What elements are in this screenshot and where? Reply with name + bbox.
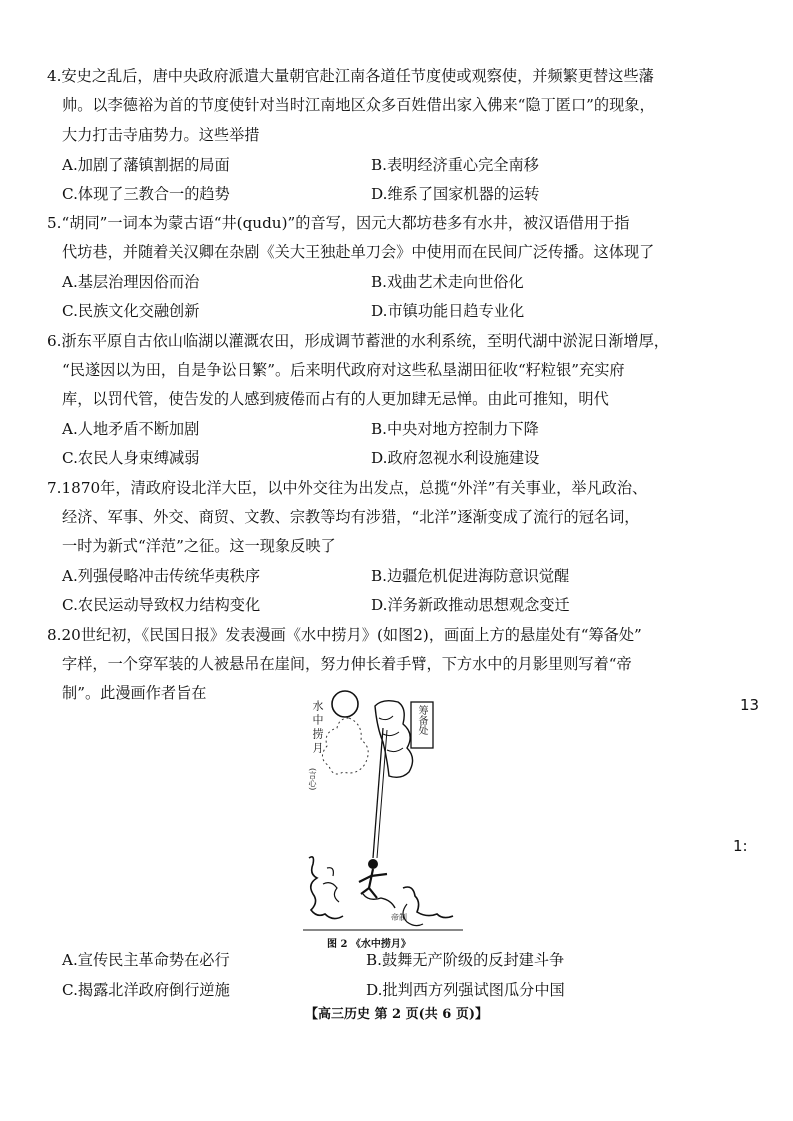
option-c[interactable]: C.农民运动导致权力结构变化 [62, 596, 261, 614]
option-c[interactable]: C.揭露北洋政府倒行逆施 [62, 981, 230, 999]
option-b[interactable]: B.鼓舞无产阶级的反封建斗争 [366, 951, 565, 969]
question-text-line: 7.1870年，清政府设北洋大臣，以中外交往为出发点，总揽“外洋”有关事业，举凡政治、 [47, 479, 648, 497]
cartoon-illustration [303, 688, 463, 932]
option-b[interactable]: B.边疆危机促进海防意识觉醒 [371, 567, 570, 585]
option-a[interactable]: A.列强侵略冲击传统华夷秩序 [62, 567, 261, 585]
option-d[interactable]: D.维系了国家机器的运转 [371, 185, 540, 203]
cartoon-sign-text: 筹备处 [416, 705, 427, 735]
question-text-line: 库，以罚代管，使告发的人感到疲倦而占有的人更加肆无忌惮。由此可推知，明代 [62, 390, 609, 408]
option-d[interactable]: D.洋务新政推动思想观念变迁 [371, 596, 570, 614]
cartoon-signature: (言心) [308, 768, 317, 791]
question-text-line: “民遂因以为田，自是争讼日繁”。后来明代政府对这些私垦湖田征收“籽粒银”充实府 [62, 361, 625, 379]
question-text-line: 经济、军事、外交、商贸、文教、宗教等均有涉猎，“北洋”逐渐变成了流行的冠名词， [62, 508, 640, 526]
option-d[interactable]: D.政府忽视水利设施建设 [371, 449, 540, 467]
figure-caption: 图 2 《水中捞月》 [327, 939, 411, 950]
question-text-line: 代坊巷，并随着关汉卿在杂剧《关大王独赴单刀会》中使用而在民间广泛传播。这体现了 [62, 243, 655, 261]
question-text-line: 帅。以李德裕为首的节度使针对当时江南地区众多百姓借出家入佛来“隐丁匿口”的现象， [62, 96, 655, 114]
figure-head [368, 859, 378, 869]
side-number: 13 [740, 696, 760, 714]
question-text-line: 大力打击寺庙势力。这些举措 [62, 126, 260, 144]
question-text-line: 4.安史之乱后，唐中央政府派遣大量朝官赴江南各道任节度使或观察使，并频繁更替这些藩 [47, 67, 654, 85]
side-number: 1: [733, 837, 748, 855]
option-b[interactable]: B.中央对地方控制力下降 [371, 420, 539, 438]
question-text-line: 5.“胡同”一词本为蒙古语“井(qudu)”的音写，因元大都坊巷多有水井，被汉语借用于指 [47, 214, 630, 232]
option-d[interactable]: D.批判西方列强试图瓜分中国 [366, 981, 565, 999]
page-footer: 【高三历史 第 2 页(共 6 页)】 [304, 1007, 489, 1022]
option-b[interactable]: B.表明经济重心完全南移 [371, 156, 539, 174]
question-text-line: 制”。此漫画作者旨在 [62, 684, 207, 702]
water-waves [309, 857, 343, 919]
option-a[interactable]: A.加剧了藩镇割据的局面 [62, 156, 230, 174]
option-c[interactable]: C.农民人身束缚减弱 [62, 449, 200, 467]
question-text-line: 字样，一个穿军装的人被悬吊在崖间，努力伸长着手臂，下方水中的月影里则写着“帝 [62, 655, 632, 673]
option-d[interactable]: D.市镇功能日趋专业化 [371, 302, 525, 320]
cartoon-vertical-title: 水中捞月 [311, 700, 324, 756]
option-c[interactable]: C.民族文化交融创新 [62, 302, 200, 320]
rope-line [373, 728, 383, 858]
option-b[interactable]: B.戏曲艺术走向世俗化 [371, 273, 524, 291]
option-a[interactable]: A.基层治理因俗而治 [62, 273, 200, 291]
option-c[interactable]: C.体现了三教合一的趋势 [62, 185, 230, 203]
option-a[interactable]: A.人地矛盾不断加剧 [62, 420, 200, 438]
question-text-line: 一时为新式“洋范”之征。这一现象反映了 [62, 537, 336, 555]
question-text-line: 8.20世纪初，《民国日报》发表漫画《水中捞月》(如图2)，画面上方的悬崖处有“筹备处” [47, 626, 642, 644]
moon-shape [332, 691, 358, 717]
option-a[interactable]: A.宣传民主革命势在必行 [62, 951, 230, 969]
cartoon-moon-text: 帝制 [391, 913, 407, 922]
question-text-line: 6.浙东平原自古依山临湖以灌溉农田，形成调节蓄泄的水利系统，至明代湖中淤泥日渐增厚， [47, 332, 669, 350]
figure-body [359, 869, 387, 898]
